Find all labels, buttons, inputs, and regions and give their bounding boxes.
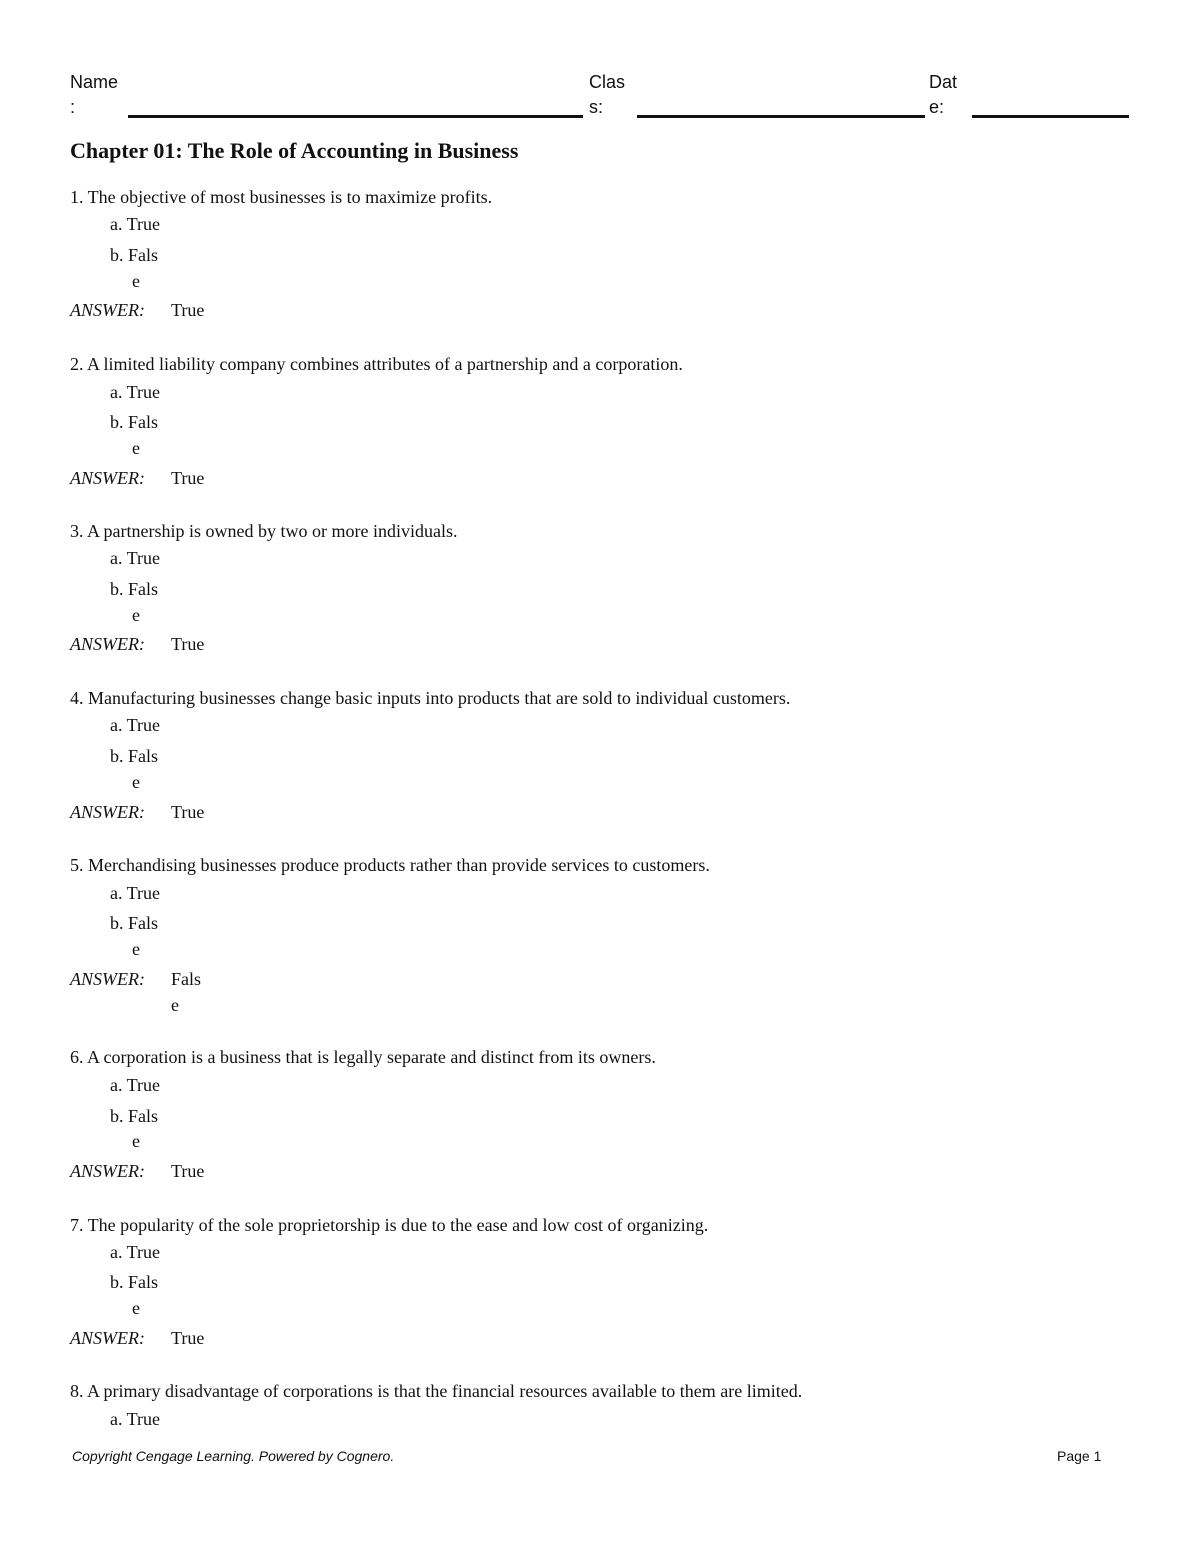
name-label-bottom: : xyxy=(70,97,76,117)
option-b: b. Fals xyxy=(110,245,159,265)
class-field-line[interactable] xyxy=(637,115,925,118)
answer-value: Fals xyxy=(171,969,202,989)
page-title: Chapter 01: The Role of Accounting in Business xyxy=(70,138,519,163)
option-b: b. Fals xyxy=(110,913,159,933)
question-text: 7. The popularity of the sole proprietorship is due to the ease and low cost of organizing. xyxy=(70,1215,709,1235)
option-b: b. Fals xyxy=(110,1106,159,1126)
class-label-top: Clas xyxy=(589,72,626,92)
answer-label: ANSWER: xyxy=(70,634,145,654)
answer-label: ANSWER: xyxy=(70,468,145,488)
answer-value: True xyxy=(171,468,205,488)
class-label-bottom: s: xyxy=(589,97,604,117)
option-a: a. True xyxy=(110,1075,161,1095)
date-label-top: Dat xyxy=(929,72,958,92)
option-b-wrap: e xyxy=(132,271,140,291)
answer-value: True xyxy=(171,802,205,822)
option-b: b. Fals xyxy=(110,412,159,432)
question-text: 1. The objective of most businesses is to maximize profits. xyxy=(70,187,493,207)
date-field-line[interactable] xyxy=(972,115,1129,118)
name-label-top: Name xyxy=(70,72,119,92)
question-text: 6. A corporation is a business that is legally separate and distinct from its owners. xyxy=(70,1047,656,1067)
answer-value-wrap: e xyxy=(171,995,179,1015)
question-text: 4. Manufacturing businesses change basic inputs into products that are sold to individual customers. xyxy=(70,688,791,708)
name-field-line[interactable] xyxy=(128,115,583,118)
question-text: 8. A primary disadvantage of corporations is that the financial resources available to them are limited. xyxy=(70,1381,803,1401)
answer-value: True xyxy=(171,1328,205,1348)
option-b: b. Fals xyxy=(110,746,159,766)
answer-value: True xyxy=(171,1161,205,1181)
copyright-notice: Copyright Cengage Learning. Powered by Cognero. xyxy=(72,1448,395,1464)
option-a: a. True xyxy=(110,883,161,903)
question-text: 3. A partnership is owned by two or more individuals. xyxy=(70,521,458,541)
option-a: a. True xyxy=(110,214,161,234)
option-a: a. True xyxy=(110,715,161,735)
answer-value: True xyxy=(171,634,205,654)
option-a: a. True xyxy=(110,548,161,568)
answer-label: ANSWER: xyxy=(70,802,145,822)
option-b: b. Fals xyxy=(110,1272,159,1292)
option-b: b. Fals xyxy=(110,579,159,599)
answer-label: ANSWER: xyxy=(70,300,145,320)
option-b-wrap: e xyxy=(132,1131,140,1151)
answer-label: ANSWER: xyxy=(70,1161,145,1181)
option-b-wrap: e xyxy=(132,1298,140,1318)
option-b-wrap: e xyxy=(132,772,140,792)
answer-label: ANSWER: xyxy=(70,969,145,989)
question-text: 5. Merchandising businesses produce products rather than provide services to customers. xyxy=(70,855,710,875)
option-a: a. True xyxy=(110,1242,161,1262)
date-label-bottom: e: xyxy=(929,97,945,117)
question-text: 2. A limited liability company combines attributes of a partnership and a corporation. xyxy=(70,354,683,374)
answer-label: ANSWER: xyxy=(70,1328,145,1348)
page-number: Page 1 xyxy=(1057,1448,1102,1464)
option-a: a. True xyxy=(110,382,161,402)
option-a: a. True xyxy=(110,1409,161,1429)
option-b-wrap: e xyxy=(132,438,140,458)
option-b-wrap: e xyxy=(132,605,140,625)
answer-value: True xyxy=(171,300,205,320)
option-b-wrap: e xyxy=(132,939,140,959)
